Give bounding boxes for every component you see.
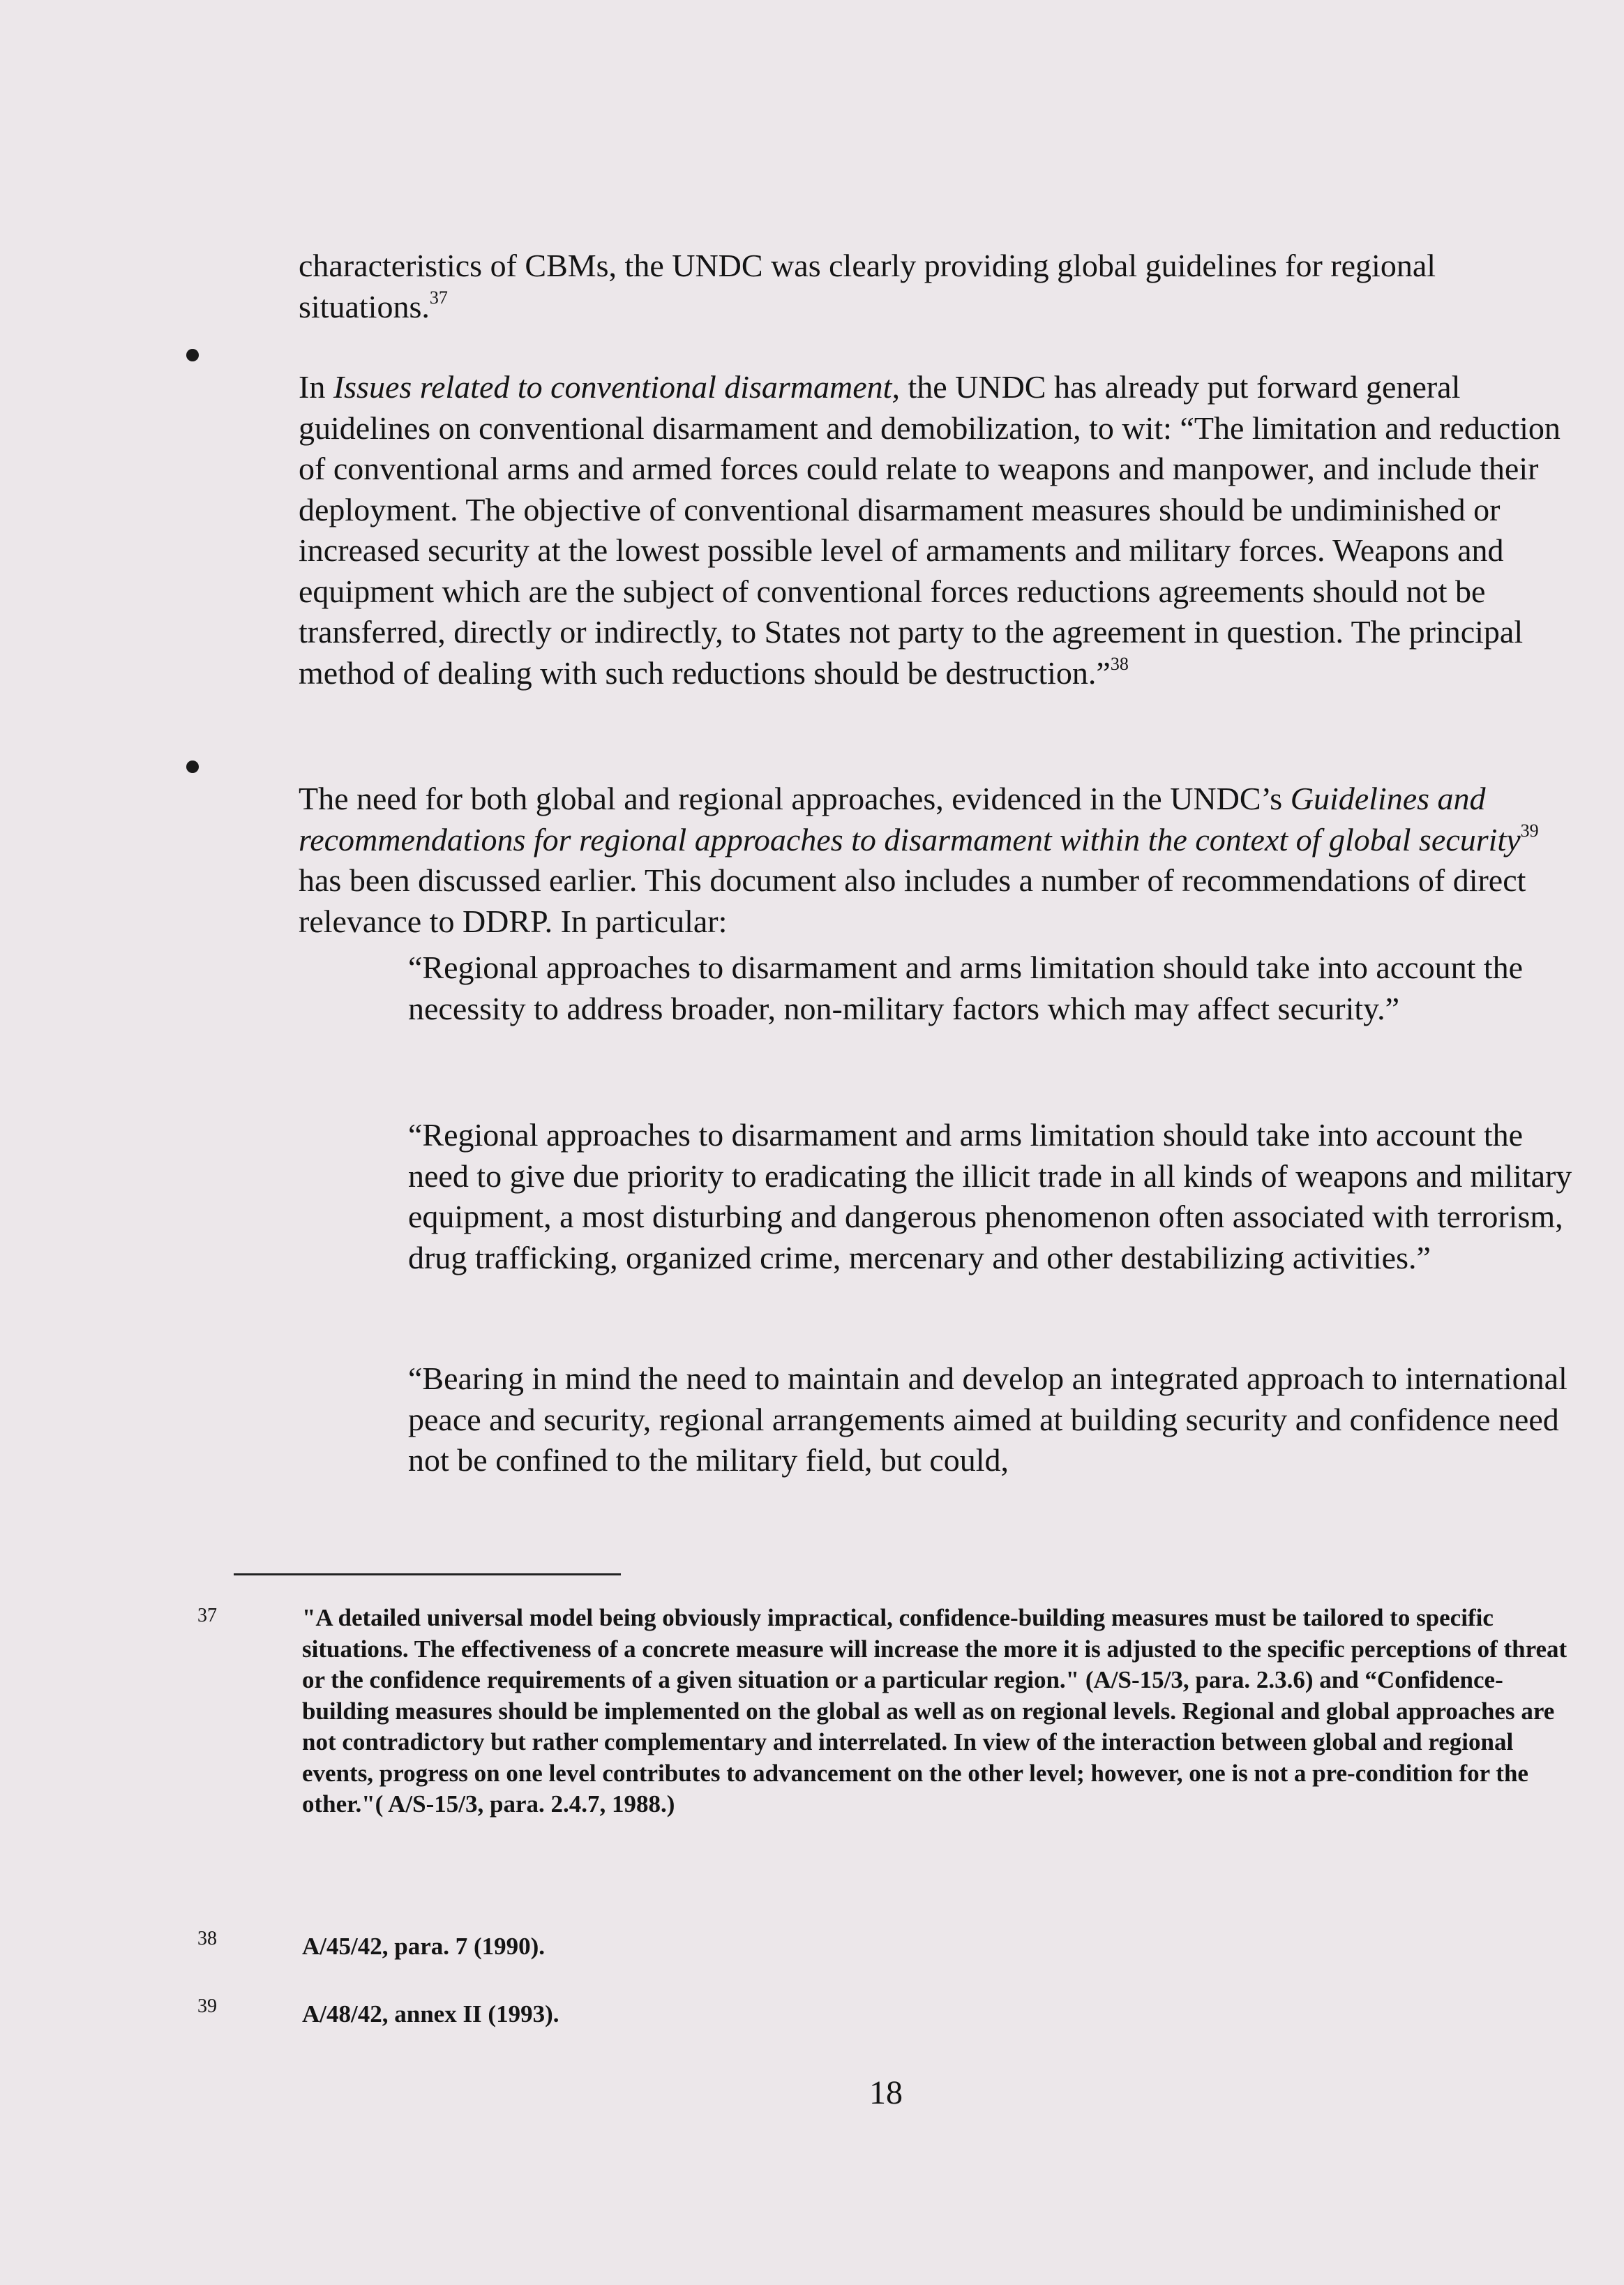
footnote-number: 39 (197, 1995, 217, 2017)
footnote-divider (234, 1573, 621, 1575)
intro-paragraph (299, 246, 1575, 327)
footnote-text: "A detailed universal model being obviously impractical, confidence-building measures must be tailored to specific situations. The effectiveness of a concrete measure will increase the more it is adjusted to the specific perceptions of threat or the confidence requirements of a given situation or a particular region." (A/S-15/3, para. 2.3.6) and “Confidence-building measures should be implemented on the global as well as on regional levels. Regional and global approaches are not contradictory but rather complementary and interrelated. In view of the interaction between global and regional events, progress on one level contributes to advancement on the other level; however, one is not a pre-condition for the other."( A/S-15/3, para. 2.4.7, 1988.) (302, 1604, 1567, 1818)
intro-text: characteristics of CBMs, the UNDC was clearly providing global guidelines for regional situations. (299, 248, 1436, 324)
bullet2-title: Guidelines and recommendations for regional approaches to disarmament within the context of global security (299, 781, 1521, 857)
footnote-text: A/45/42, para. 7 (1990). (302, 1933, 546, 1960)
bullet-icon (186, 349, 199, 361)
page-number: 18 (869, 2074, 903, 2111)
footnote-text: A/48/42, annex II (1993). (302, 2000, 559, 2028)
bullet2-lead: The need for both global and regional approaches, evidenced in the UNDC’s (299, 781, 1291, 816)
bullet1-text: the UNDC has already put forward general guidelines on conventional disarmament and demobilization, to wit: “The limitation and reduction of conventional arms and armed forces could relate to weapons and manpower, and include their deployment. The objective of conventional disarmament measures should be undiminished or increased security at the lowest possible level of armaments and military forces. Weapons and equipment which are the subject of conventional forces reductions agreements should not be transferred, directly or indirectly, to States not party to the agreement in question. The principal method of dealing with such reductions should be destruction.” (299, 369, 1561, 691)
footnote-ref-38: 38 (1110, 653, 1129, 674)
footnote-ref-39: 39 (1520, 820, 1539, 841)
bullet1-lead: In (299, 369, 333, 405)
bullet-paragraph-conventional-disarmament (299, 367, 1575, 694)
footnote-number: 38 (197, 1928, 217, 1949)
footnote-ref-37: 37 (429, 287, 448, 308)
footnote-number: 37 (197, 1605, 217, 1626)
quote-paragraph: “Regional approaches to disarmament and arms limitation should take into account the need to give due priority to eradicating the illicit trade in all kinds of weapons and military equipment, a most disturbing and dangerous phenomenon often associated with terrorism, drug trafficking, organized crime, mercenary and other destabilizing activities.” (408, 1117, 1572, 1275)
bullet2-text: has been discussed earlier. This document also includes a number of recommendations of direct relevance to DDRP. In particular: (299, 862, 1526, 939)
bullet-paragraph-regional-approaches (299, 779, 1575, 942)
bullet1-title: Issues related to conventional disarmament, (333, 369, 900, 405)
bullet-icon (186, 761, 199, 773)
quote-paragraph: “Bearing in mind the need to maintain and develop an integrated approach to international peace and security, regional arrangements aimed at building security and confidence need not be confined to the military field, but could, (408, 1361, 1567, 1478)
quote-paragraph: “Regional approaches to disarmament and arms limitation should take into account the necessity to address broader, non-military factors which may affect security.” (408, 950, 1524, 1026)
